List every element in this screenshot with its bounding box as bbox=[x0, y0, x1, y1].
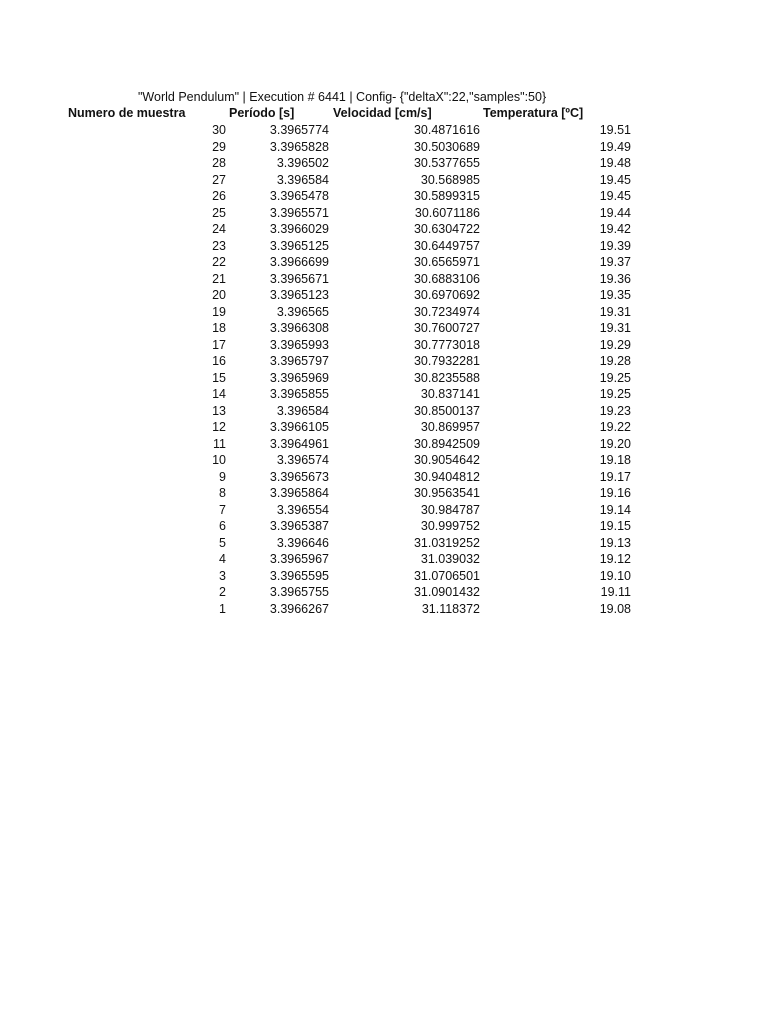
cell-sample-number: 23 bbox=[212, 238, 226, 253]
cell-velocity: 30.8235588 bbox=[413, 370, 480, 385]
cell-period: 3.3965855 bbox=[269, 387, 329, 401]
cell-temperature: 19.49 bbox=[599, 139, 631, 154]
table-row bbox=[0, 551, 768, 568]
cell-sample-number: 12 bbox=[212, 420, 226, 434]
cell-period: 3.3966029 bbox=[269, 222, 329, 236]
cell-period: 3.3965673 bbox=[269, 469, 329, 484]
cell-velocity: 30.7600727 bbox=[413, 321, 480, 335]
cell-sample-number: 21 bbox=[212, 271, 226, 286]
table-row bbox=[0, 122, 768, 139]
table-row bbox=[0, 370, 768, 387]
cell-temperature: 19.35 bbox=[599, 288, 631, 302]
cell-temperature: 19.28 bbox=[599, 354, 631, 368]
cell-temperature: 19.31 bbox=[599, 321, 631, 335]
cell-velocity: 30.837141 bbox=[420, 387, 480, 401]
cell-velocity: 30.7234974 bbox=[413, 304, 480, 319]
cell-temperature: 19.17 bbox=[599, 469, 631, 484]
cell-sample-number: 28 bbox=[212, 156, 226, 170]
cell-velocity: 30.5377655 bbox=[413, 156, 480, 170]
cell-velocity: 30.984787 bbox=[420, 502, 480, 517]
cell-period: 3.396574 bbox=[276, 453, 329, 467]
cell-period: 3.3965967 bbox=[269, 552, 329, 566]
cell-sample-number: 27 bbox=[212, 172, 226, 187]
cell-sample-number: 29 bbox=[212, 139, 226, 154]
table-row bbox=[0, 254, 768, 271]
cell-period: 3.3965797 bbox=[269, 354, 329, 368]
cell-period: 3.3965671 bbox=[269, 271, 329, 286]
cell-sample-number: 10 bbox=[212, 453, 226, 467]
table-row bbox=[0, 419, 768, 436]
cell-period: 3.3965478 bbox=[269, 189, 329, 203]
table-row bbox=[0, 337, 768, 354]
table-row bbox=[0, 221, 768, 238]
cell-sample-number: 2 bbox=[219, 585, 226, 599]
table-row bbox=[0, 568, 768, 585]
cell-period: 3.3965571 bbox=[269, 205, 329, 220]
table-row bbox=[0, 502, 768, 519]
table-row bbox=[0, 403, 768, 420]
cell-velocity: 30.5899315 bbox=[413, 189, 480, 203]
cell-sample-number: 14 bbox=[212, 387, 226, 401]
cell-temperature: 19.11 bbox=[600, 585, 631, 599]
cell-sample-number: 30 bbox=[212, 123, 226, 137]
cell-temperature: 19.37 bbox=[599, 255, 631, 269]
table-row bbox=[0, 584, 768, 601]
table-row bbox=[0, 452, 768, 469]
cell-period: 3.396584 bbox=[276, 403, 329, 418]
cell-sample-number: 11 bbox=[213, 436, 226, 451]
table-row bbox=[0, 535, 768, 552]
cell-temperature: 19.29 bbox=[599, 337, 631, 352]
table-row bbox=[0, 353, 768, 370]
cell-sample-number: 26 bbox=[212, 189, 226, 203]
cell-temperature: 19.10 bbox=[599, 568, 631, 583]
cell-sample-number: 3 bbox=[219, 568, 226, 583]
table-row bbox=[0, 287, 768, 304]
table-row bbox=[0, 386, 768, 403]
table-row bbox=[0, 188, 768, 205]
table-row bbox=[0, 485, 768, 502]
cell-sample-number: 8 bbox=[219, 486, 226, 500]
cell-sample-number: 15 bbox=[212, 370, 226, 385]
cell-sample-number: 1 bbox=[219, 601, 226, 616]
table-row bbox=[0, 320, 768, 337]
table-row bbox=[0, 205, 768, 222]
cell-velocity: 30.869957 bbox=[420, 420, 480, 434]
cell-sample-number: 22 bbox=[212, 255, 226, 269]
table-row bbox=[0, 436, 768, 453]
table-row bbox=[0, 518, 768, 535]
cell-sample-number: 9 bbox=[219, 469, 226, 484]
table-row bbox=[0, 271, 768, 288]
cell-velocity: 30.6883106 bbox=[413, 271, 480, 286]
cell-sample-number: 5 bbox=[219, 535, 226, 550]
cell-period: 3.3966699 bbox=[269, 255, 329, 269]
table-row bbox=[0, 304, 768, 321]
cell-velocity: 30.9404812 bbox=[413, 469, 480, 484]
cell-temperature: 19.45 bbox=[599, 172, 631, 187]
cell-period: 3.3965387 bbox=[269, 519, 329, 533]
cell-temperature: 19.36 bbox=[599, 271, 631, 286]
cell-sample-number: 7 bbox=[219, 502, 226, 517]
cell-sample-number: 19 bbox=[212, 304, 226, 319]
cell-sample-number: 17 bbox=[212, 337, 226, 352]
cell-temperature: 19.45 bbox=[599, 189, 631, 203]
table-row bbox=[0, 155, 768, 172]
header-sample-number: Numero de muestra bbox=[68, 106, 186, 120]
cell-temperature: 19.48 bbox=[599, 156, 631, 170]
cell-period: 3.3964961 bbox=[269, 436, 329, 451]
table-row bbox=[0, 139, 768, 156]
cell-period: 3.3965595 bbox=[269, 568, 329, 583]
cell-period: 3.396554 bbox=[276, 502, 329, 517]
cell-temperature: 19.51 bbox=[599, 123, 631, 137]
cell-temperature: 19.23 bbox=[599, 403, 631, 418]
data-table-body bbox=[0, 122, 768, 617]
cell-velocity: 30.4871616 bbox=[413, 123, 480, 137]
cell-temperature: 19.20 bbox=[599, 436, 631, 451]
cell-velocity: 30.6565971 bbox=[413, 255, 480, 269]
cell-temperature: 19.13 bbox=[599, 535, 631, 550]
cell-temperature: 19.25 bbox=[599, 370, 631, 385]
cell-velocity: 30.8942509 bbox=[413, 436, 480, 451]
cell-period: 3.3965755 bbox=[269, 585, 329, 599]
cell-temperature: 19.22 bbox=[599, 420, 631, 434]
header-temperature: Temperatura [ºC] bbox=[483, 106, 584, 120]
cell-sample-number: 16 bbox=[212, 354, 226, 368]
cell-velocity: 31.0706501 bbox=[413, 568, 480, 583]
cell-period: 3.3966308 bbox=[269, 321, 329, 335]
cell-sample-number: 20 bbox=[212, 288, 226, 302]
cell-velocity: 30.6071186 bbox=[414, 205, 480, 220]
cell-velocity: 30.999752 bbox=[420, 519, 480, 533]
cell-period: 3.3966105 bbox=[269, 420, 329, 434]
table-row bbox=[0, 469, 768, 486]
cell-velocity: 30.7773018 bbox=[413, 337, 480, 352]
cell-temperature: 19.08 bbox=[599, 601, 631, 616]
header-period: Período [s] bbox=[229, 106, 295, 120]
cell-period: 3.396646 bbox=[276, 535, 329, 550]
cell-velocity: 30.5030689 bbox=[413, 139, 480, 154]
cell-sample-number: 24 bbox=[212, 222, 226, 236]
cell-sample-number: 4 bbox=[219, 552, 226, 566]
table-row bbox=[0, 172, 768, 189]
cell-velocity: 30.6449757 bbox=[413, 238, 480, 253]
cell-temperature: 19.39 bbox=[599, 238, 631, 253]
cell-temperature: 19.12 bbox=[599, 552, 631, 566]
cell-period: 3.396584 bbox=[276, 172, 329, 187]
cell-sample-number: 18 bbox=[212, 321, 226, 335]
cell-temperature: 19.16 bbox=[599, 486, 631, 500]
cell-velocity: 31.0901432 bbox=[413, 585, 480, 599]
table-row bbox=[0, 238, 768, 255]
cell-period: 3.3966267 bbox=[269, 601, 329, 616]
cell-velocity: 30.9054642 bbox=[413, 453, 480, 467]
cell-sample-number: 13 bbox=[212, 403, 226, 418]
cell-velocity: 31.0319252 bbox=[413, 535, 480, 550]
cell-sample-number: 6 bbox=[219, 519, 226, 533]
cell-velocity: 30.6970692 bbox=[413, 288, 480, 302]
cell-velocity: 31.039032 bbox=[420, 552, 480, 566]
sheet-title: "World Pendulum" | Execution # 6441 | Config- {"deltaX":22,"samples":50} bbox=[138, 90, 547, 104]
cell-temperature: 19.15 bbox=[599, 519, 631, 533]
cell-period: 3.396502 bbox=[276, 156, 329, 170]
cell-period: 3.3965828 bbox=[269, 139, 329, 154]
cell-period: 3.3965125 bbox=[269, 238, 329, 253]
cell-temperature: 19.44 bbox=[599, 205, 631, 220]
cell-period: 3.3965123 bbox=[269, 288, 329, 302]
cell-temperature: 19.14 bbox=[599, 502, 631, 517]
cell-velocity: 30.568985 bbox=[420, 172, 480, 187]
cell-period: 3.3965774 bbox=[269, 123, 329, 137]
header-velocity: Velocidad [cm/s] bbox=[333, 106, 432, 120]
cell-sample-number: 25 bbox=[212, 205, 226, 220]
cell-period: 3.3965993 bbox=[269, 337, 329, 352]
cell-velocity: 30.7932281 bbox=[413, 354, 480, 368]
cell-velocity: 30.6304722 bbox=[413, 222, 480, 236]
cell-period: 3.396565 bbox=[276, 304, 329, 319]
cell-period: 3.3965969 bbox=[269, 370, 329, 385]
cell-velocity: 30.8500137 bbox=[413, 403, 480, 418]
cell-temperature: 19.31 bbox=[599, 304, 631, 319]
cell-period: 3.3965864 bbox=[269, 486, 329, 500]
cell-velocity: 30.9563541 bbox=[413, 486, 480, 500]
cell-velocity: 31.118372 bbox=[421, 601, 480, 616]
cell-temperature: 19.42 bbox=[599, 222, 631, 236]
table-row bbox=[0, 601, 768, 618]
cell-temperature: 19.18 bbox=[599, 453, 631, 467]
cell-temperature: 19.25 bbox=[599, 387, 631, 401]
